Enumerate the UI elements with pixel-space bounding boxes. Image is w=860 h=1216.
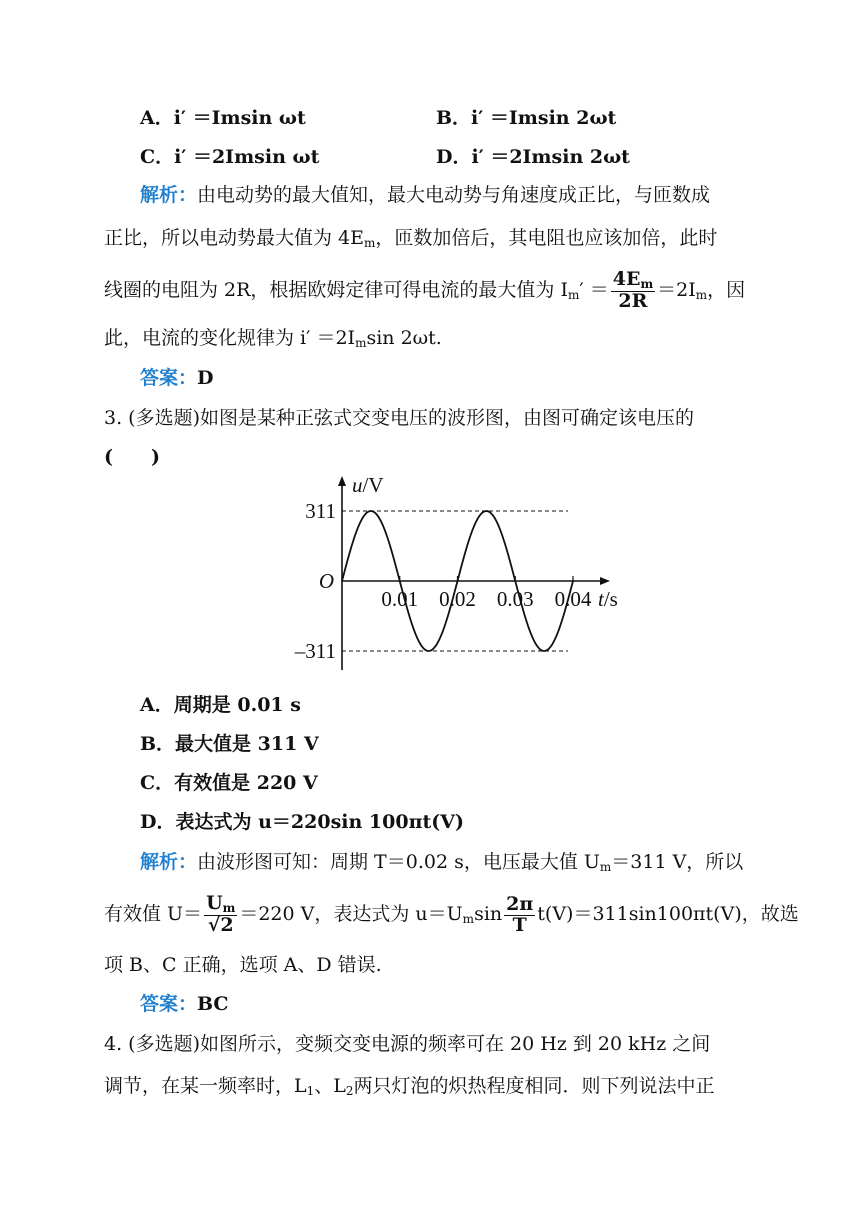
x-tick-label: 0.02 [439,587,476,611]
q3-analysis-line2 [104,888,799,940]
option-b-text: B．i′ ＝Imsin 2ωt [436,107,617,129]
analysis-text: 由电动势的最大值知，最大电动势与角速度成正比，与匝数成 [197,184,711,206]
answer-label: 答案： [140,367,198,389]
fraction-denominator: T [512,913,527,936]
analysis-text: 由波形图可知：周期 T＝0.02 s，电压最大值 U [197,851,600,873]
q3-stem-line2 [104,443,764,471]
option-b [436,104,616,132]
option-c-text: C．i′ ＝2Imsin ωt [140,146,320,168]
subscript: 2 [345,1084,354,1098]
subscript: m [364,236,376,250]
analysis-text: t(V)＝311sin100πt(V)，故选 [537,903,799,925]
question-text: 调节，在某一频率时，L [104,1075,307,1097]
analysis-label: 解析： [140,184,198,206]
x-axis-arrow [600,577,610,585]
option-text: C．有效值是 220 V [140,772,318,794]
x-tick-label: 0.04 [554,587,592,611]
analysis-text: ′ ＝ [579,279,609,301]
chart-layer [294,473,618,670]
q4-stem-line1 [104,1030,764,1058]
x-tick-label: 0.01 [381,587,419,611]
subscript: m [355,336,367,350]
q3-analysis-line3 [104,951,764,979]
fraction-4em-2r [611,270,655,312]
subscript: m [640,277,654,292]
y-axis-label: u/V [352,473,384,497]
analysis-text: 项 B、C 正确，选项 A、D 错误. [104,954,382,976]
subscript: m [462,912,475,926]
option-d-text: D．i′ ＝2Imsin 2ωt [436,146,630,168]
x-axis-label: t/s [598,587,618,611]
q3-option-a [140,691,800,719]
q2-analysis-line2 [104,224,764,257]
analysis-text: 有效值 U＝ [104,903,203,925]
subscript: m [599,860,612,874]
fraction-denominator: 2R [618,289,648,312]
q2-analysis-line4 [104,324,764,357]
analysis-label: 解析： [140,851,198,873]
question-text: 4. (多选题)如图所示，变频交变电源的频率可在 20 Hz 到 20 kHz 之间 [104,1033,711,1055]
analysis-text: sin [474,903,503,925]
fraction-numerator: 2π [506,892,534,915]
option-d [436,143,630,171]
q3-stem-line1 [104,404,764,432]
analysis-text: ，因 [707,279,746,301]
analysis-text: 线圈的电阻为 2R，根据欧姆定律可得电流的最大值为 I [104,279,568,301]
q3-option-d [140,808,800,836]
analysis-text: 正比，所以电动势最大值为 4E [104,227,364,249]
option-c [140,143,319,171]
fraction-um-sqrt2 [204,894,237,936]
option-text: A．周期是 0.01 s [140,694,301,716]
subscript: m [222,901,236,916]
y-axis-arrow [338,476,346,486]
subscript: m [695,288,708,302]
fraction-numerator: 4E [612,268,641,291]
fraction-2pi-t [504,892,535,936]
q3-option-b [140,730,800,758]
x-tick-label: 0.03 [496,587,534,611]
answer-value: D [197,367,214,389]
fraction-numerator: U [206,892,223,915]
subscript: m [567,288,580,302]
y-tick-label: 311 [305,499,336,523]
question-text: 、L [314,1075,346,1097]
fraction-denominator: √2 [207,913,234,936]
analysis-text: sin 2ωt. [366,327,442,349]
q3-option-c [140,769,800,797]
option-a-text: A．i′ ＝Imsin ωt [140,107,306,129]
analysis-text: ，匝数加倍后，其电阻也应该加倍，此时 [375,227,718,249]
q2-analysis-line3 [104,268,764,312]
origin-label: O [318,569,334,593]
q3-answer [140,990,800,1018]
question-text: 两只灯泡的炽热程度相同．则下列说法中正 [353,1075,715,1097]
subscript: 1 [306,1084,315,1098]
analysis-text: ＝220 V，表达式为 u＝U [239,903,463,925]
analysis-text: 此，电流的变化规律为 i′ ＝2I [104,327,356,349]
option-text: B．最大值是 311 V [140,733,319,755]
q4-stem-line2 [104,1072,764,1105]
analysis-text: ＝311 V，所以 [611,851,744,873]
y-tick-label: –311 [294,639,336,663]
answer-blank: ( ) [104,446,160,468]
answer-label: 答案： [140,993,198,1015]
option-text: D．表达式为 u＝220sin 100πt(V) [140,811,464,833]
q2-analysis-line1 [140,181,764,209]
answer-value: BC [197,993,229,1015]
analysis-text: ＝2I [657,279,696,301]
q3-analysis-line1 [140,848,800,881]
option-a [140,104,306,132]
waveform-chart [290,470,620,680]
question-text: 3. (多选题)如图是某种正弦式交变电压的波形图，由图可确定该电压的 [104,407,694,429]
q2-answer [140,364,800,392]
